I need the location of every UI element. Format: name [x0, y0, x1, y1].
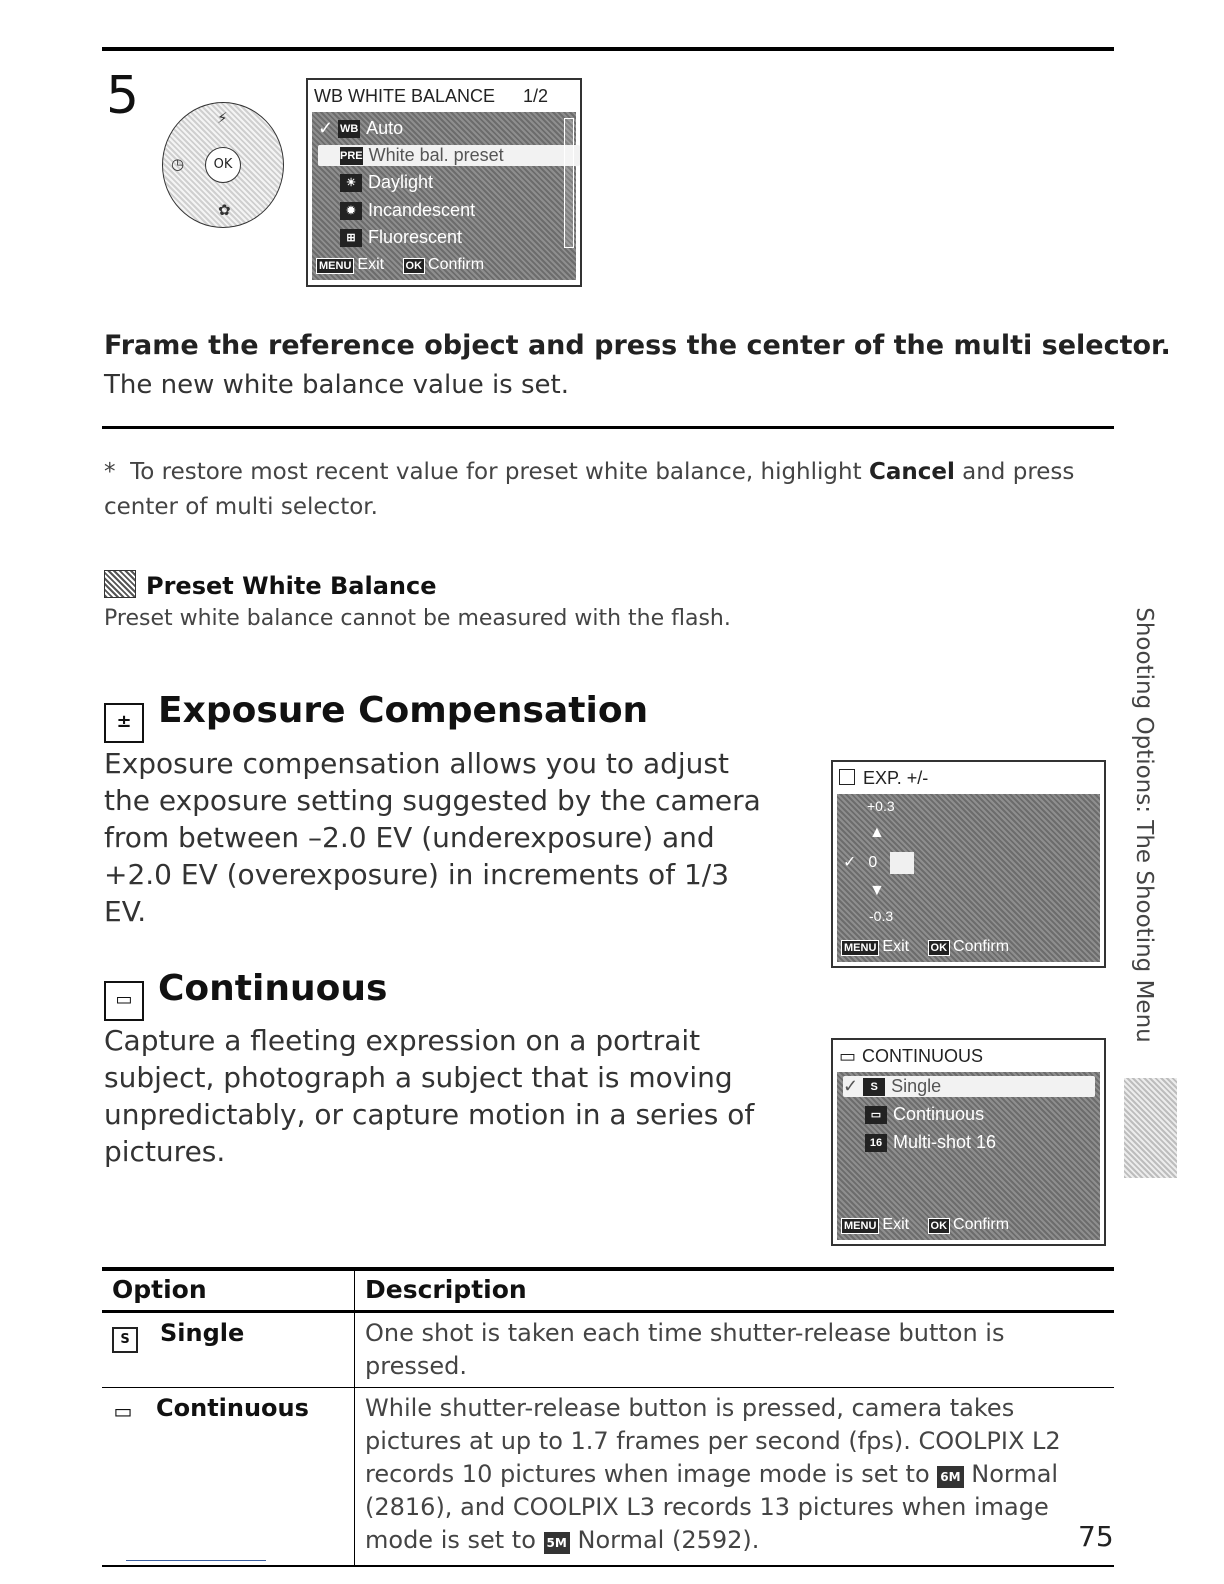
chapter-sidebar: Shooting Options: The Shooting Menu [1131, 607, 1157, 1043]
cont-item-continuous: ▭ Continuous [865, 1104, 984, 1125]
bulb-icon: ✹ [340, 202, 362, 220]
image-mode-6m-icon: 6M [937, 1466, 963, 1488]
flash-icon: ⚡ [217, 109, 228, 127]
wb-auto-icon: WB [338, 120, 360, 138]
exp-screen-title: EXP. +/- [839, 768, 928, 789]
step-text: The new white balance value is set. [104, 370, 569, 400]
exposure-paragraph: Exposure compensation allows you to adjust the exposure setting suggested by the camera from between –2.0 EV (underexposure) and +2.0 EV (overexposure) in increments of 1/3 EV. [104, 747, 761, 928]
exp-current: ✓ 0 [843, 852, 914, 874]
cont-item-multishot: 16 Multi-shot 16 [865, 1132, 996, 1153]
single-icon: S [112, 1327, 138, 1353]
wb-scrollbar [564, 118, 574, 248]
table-header [102, 1269, 1114, 1312]
sun-icon: ☀ [340, 174, 362, 192]
continuous-heading: ▭ Continuous [104, 968, 387, 1021]
chapter-tab [1124, 1078, 1177, 1178]
continuous-screen [831, 1038, 1106, 1246]
table-row [102, 1312, 1114, 1388]
ok-button-icon: OK [205, 147, 241, 183]
single-icon: S [863, 1078, 885, 1096]
multi-selector-illustration [162, 102, 284, 228]
exp-down-arrow: ▼ [869, 882, 885, 899]
continuous-small-icon: ▭ [865, 1106, 887, 1124]
wb-screen-title: WB WHITE BALANCE 1/2 [314, 86, 549, 106]
exp-up-arrow: ▲ [869, 824, 885, 841]
wb-item-incandescent: ✹ Incandescent [340, 200, 475, 221]
check-icon: ✓ [843, 1076, 859, 1096]
options-table [102, 1267, 1114, 1567]
single-description: One shot is taken each time shutter-release button is pressed. [355, 1312, 1115, 1388]
exp-plus: +0.3 [867, 798, 895, 814]
exp-screen-body [837, 794, 1100, 962]
wb-item-daylight: ☀ Daylight [340, 172, 433, 193]
exposure-screen [831, 760, 1106, 968]
fluorescent-icon: ⊞ [340, 229, 362, 247]
option-single: S Single [102, 1312, 355, 1388]
cont-screen-title: ▭ CONTINUOUS [839, 1046, 984, 1066]
pencil-note-icon [104, 570, 136, 598]
description-header: Description [355, 1269, 1115, 1312]
continuous-icon: ▭ [113, 1399, 133, 1423]
section-rule [102, 426, 1114, 429]
multishot-icon: 16 [865, 1134, 887, 1152]
exp-small-icon [839, 769, 855, 785]
step-number: 5 [106, 66, 140, 126]
footnote: * To restore most recent value for preset white balance, highlight Cancel and press center of multi selector. [104, 459, 1075, 520]
wb-preset-icon: PRE [340, 147, 363, 165]
wb-screen-footer: MENU Exit OK Confirm [316, 256, 484, 274]
exp-screen-footer: MENU Exit OK Confirm [841, 938, 1009, 956]
top-rule [102, 47, 1114, 51]
check-icon: ✓ [318, 118, 334, 138]
footer-line [126, 1560, 266, 1561]
cont-item-single: ✓ S Single [843, 1076, 1095, 1097]
page-number: 75 [1078, 1520, 1114, 1553]
wb-item-auto: ✓ WB Auto [318, 118, 404, 138]
self-timer-icon: ◷ [171, 155, 185, 173]
white-balance-screen [306, 78, 582, 287]
continuous-paragraph: Capture a fleeting expression on a portrait subject, photograph a subject that is moving unpredictably, or capture motion in a series of pictures. [104, 1024, 755, 1168]
wb-item-fluorescent: ⊞ Fluorescent [340, 227, 462, 248]
cancel-label: Cancel [868, 459, 955, 485]
image-mode-5m-icon: 5M [544, 1532, 570, 1554]
exposure-compensation-icon: ± [104, 703, 144, 743]
option-continuous: ▭ Continuous [102, 1388, 355, 1567]
macro-icon: ✿ [218, 201, 231, 219]
continuous-description: While shutter-release button is pressed, camera takes pictures at up to 1.7 frames per second (fps). COOLPIX L2 records 10 pictures when image mode is set to 6M Normal (2816), and COOLPIX L3 records 13 pictures when image mode is set to 5M Normal (2592). [355, 1388, 1115, 1567]
note-text: Preset white balance cannot be measured with the flash. [104, 606, 731, 631]
exp-minus: -0.3 [869, 908, 894, 924]
exposure-heading: ± Exposure Compensation [104, 690, 648, 743]
wb-item-preset: PRE White bal. preset [318, 145, 580, 166]
step-heading: Frame the reference object and press the center of the multi selector. [104, 330, 1171, 361]
continuous-icon: ▭ [104, 981, 144, 1021]
note-heading: Preset White Balance [104, 570, 436, 600]
cont-screen-body [837, 1072, 1100, 1240]
option-header: Option [102, 1269, 355, 1312]
cont-screen-footer: MENU Exit OK Confirm [841, 1216, 1009, 1234]
table-row [102, 1388, 1114, 1567]
